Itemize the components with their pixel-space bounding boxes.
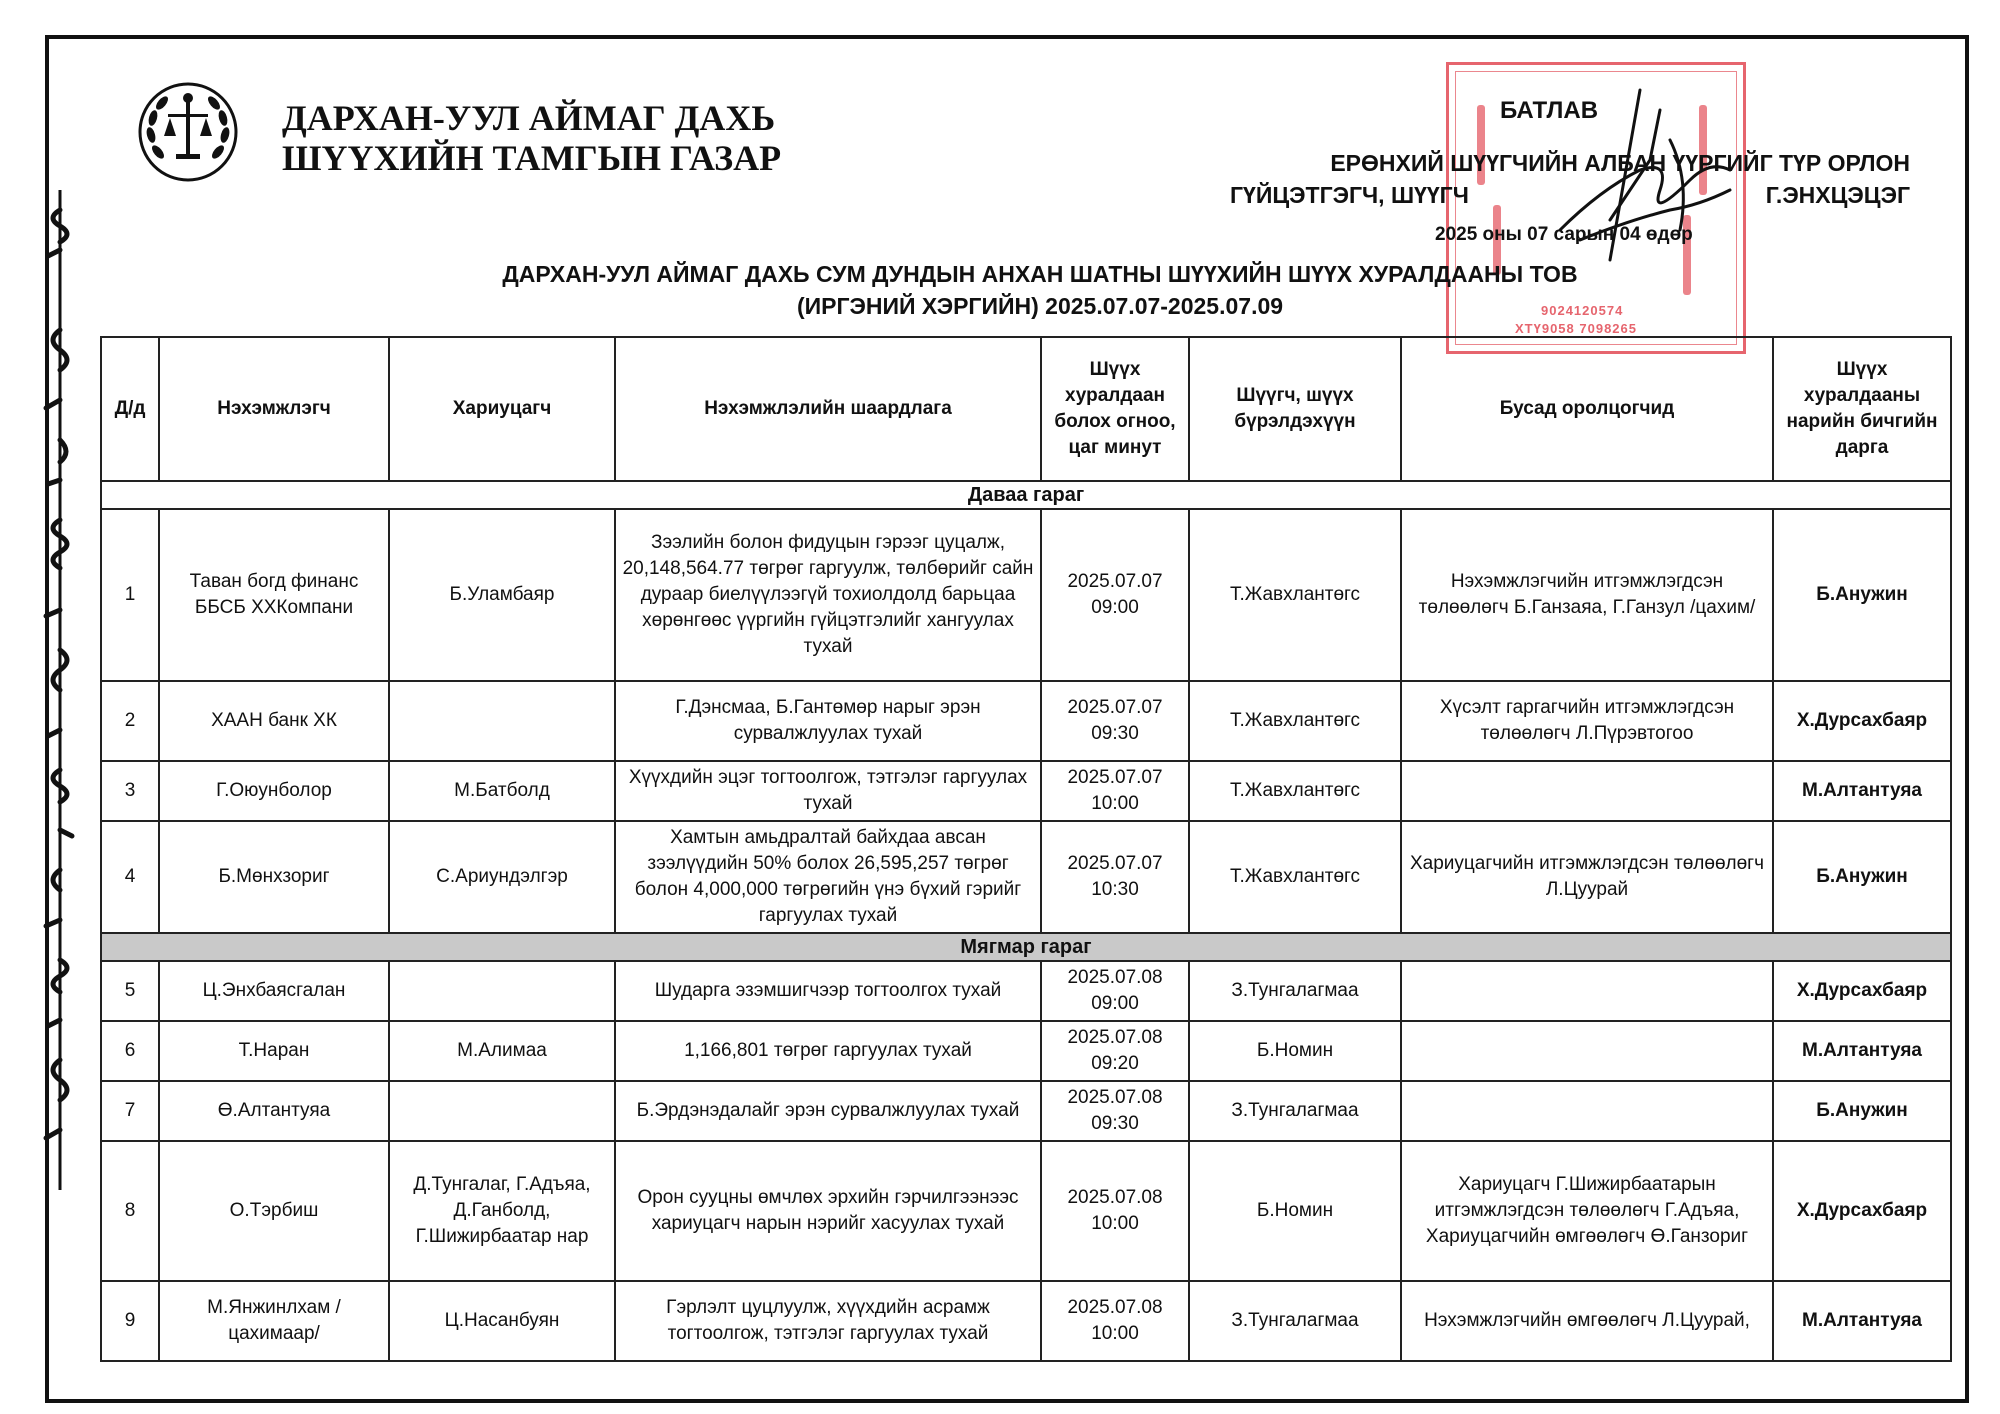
organization-name bbox=[282, 98, 781, 178]
row-number: 9 bbox=[101, 1281, 159, 1361]
row-other-participants bbox=[1401, 1081, 1773, 1141]
row-date: 2025.07.07 bbox=[1067, 697, 1163, 718]
row-time: 09:00 bbox=[1091, 597, 1139, 618]
approval-position-line1: ЕРӨНХИЙ ШҮҮГЧИЙН АЛБАН ҮҮРГИЙГ ТҮР ОРЛОН bbox=[1330, 150, 1910, 176]
table-row bbox=[101, 761, 1951, 821]
row-time: 10:30 bbox=[1091, 879, 1139, 900]
row-plaintiff: Таван богд финанс ББСБ ХХКомпани bbox=[159, 509, 389, 681]
row-defendant: Б.Уламбаяр bbox=[389, 509, 615, 681]
row-claim: Шударга эзэмшигчээр тогтоолгох тухай bbox=[615, 961, 1041, 1021]
row-defendant bbox=[389, 1081, 615, 1141]
row-number: 1 bbox=[101, 509, 159, 681]
row-plaintiff: О.Тэрбиш bbox=[159, 1141, 389, 1281]
row-number: 2 bbox=[101, 681, 159, 761]
row-time: 09:30 bbox=[1091, 723, 1139, 744]
row-other-participants: Хүсэлт гаргагчийн итгэмжлэгдсэн төлөөлөгч Л.Пүрэвтогоо bbox=[1401, 681, 1773, 761]
day-label-monday: Даваа гараг bbox=[101, 481, 1951, 509]
row-claim: Б.Эрдэнэдалайг эрэн сурвалжлуулах тухай bbox=[615, 1081, 1041, 1141]
row-date: 2025.07.07 bbox=[1067, 853, 1163, 874]
row-plaintiff: Г.Оюунболор bbox=[159, 761, 389, 821]
row-number: 4 bbox=[101, 821, 159, 933]
row-claim: Г.Дэнсмаа, Б.Гантөмөр нарыг эрэн сурвалжлуулах тухай bbox=[615, 681, 1041, 761]
row-datetime bbox=[1041, 821, 1189, 933]
organization-name-line1: ДАРХАН-УУЛ АЙМАГ ДАХЬ bbox=[282, 98, 776, 138]
vertical-mongolian-script bbox=[30, 190, 90, 1190]
row-date: 2025.07.08 bbox=[1067, 967, 1163, 988]
row-court-secretary: Б.Анужин bbox=[1773, 509, 1951, 681]
row-date: 2025.07.08 bbox=[1067, 1297, 1163, 1318]
header-datetime: Шүүх хуралдаан болох огноо, цаг минут bbox=[1041, 337, 1189, 481]
row-defendant: М.Батболд bbox=[389, 761, 615, 821]
row-defendant: Ц.Насанбуян bbox=[389, 1281, 615, 1361]
table-row bbox=[101, 821, 1951, 933]
row-date: 2025.07.08 bbox=[1067, 1027, 1163, 1048]
row-plaintiff: М.Янжинлхам /цахимаар/ bbox=[159, 1281, 389, 1361]
row-court-secretary: М.Алтантуяа bbox=[1773, 761, 1951, 821]
approval-signer-name: Г.ЭНХЦЭЦЭГ bbox=[1765, 182, 1910, 208]
row-time: 09:00 bbox=[1091, 993, 1139, 1014]
row-time: 10:00 bbox=[1091, 1323, 1139, 1344]
day-label-tuesday: Мягмар гараг bbox=[101, 933, 1951, 961]
row-judge: Б.Номин bbox=[1189, 1141, 1401, 1281]
stamp-code-1: 9024120574 bbox=[1541, 303, 1624, 318]
row-other-participants: Хариуцагчийн итгэмжлэгдсэн төлөөлөгч Л.Цуурай bbox=[1401, 821, 1773, 933]
row-claim: Хүүхдийн эцэг тогтоолгож, тэтгэлэг гаргуулах тухай bbox=[615, 761, 1041, 821]
table-row bbox=[101, 1081, 1951, 1141]
row-plaintiff: Б.Мөнхзориг bbox=[159, 821, 389, 933]
row-defendant: С.Ариундэлгэр bbox=[389, 821, 615, 933]
row-defendant bbox=[389, 681, 615, 761]
approval-position-title: ГҮЙЦЭТГЭГЧ, ШҮҮГЧ bbox=[1230, 182, 1469, 208]
handwritten-signature bbox=[1520, 80, 1780, 280]
row-judge: Т.Жавхлантөгс bbox=[1189, 681, 1401, 761]
row-date: 2025.07.08 bbox=[1067, 1087, 1163, 1108]
approval-date: 2025 оны 07 сарын 04 өдөр bbox=[1435, 224, 1693, 245]
row-date: 2025.07.07 bbox=[1067, 571, 1163, 592]
row-court-secretary: Б.Анужин bbox=[1773, 1081, 1951, 1141]
header-plaintiff: Нэхэмжлэгч bbox=[159, 337, 389, 481]
row-datetime bbox=[1041, 1281, 1189, 1361]
row-judge: З.Тунгалагмаа bbox=[1189, 961, 1401, 1021]
table-row bbox=[101, 1141, 1951, 1281]
row-court-secretary: Х.Дурсахбаяр bbox=[1773, 1141, 1951, 1281]
row-number: 6 bbox=[101, 1021, 159, 1081]
row-defendant: М.Алимаа bbox=[389, 1021, 615, 1081]
row-claim: 1,166,801 төгрөг гаргуулах тухай bbox=[615, 1021, 1041, 1081]
row-judge: Т.Жавхлантөгс bbox=[1189, 821, 1401, 933]
row-time: 10:00 bbox=[1091, 1213, 1139, 1234]
row-other-participants: Нэхэмжлэгчийн өмгөөлөгч Л.Цуурай, bbox=[1401, 1281, 1773, 1361]
row-judge: Т.Жавхлантөгс bbox=[1189, 509, 1401, 681]
row-datetime bbox=[1041, 1021, 1189, 1081]
row-datetime bbox=[1041, 1141, 1189, 1281]
row-defendant bbox=[389, 961, 615, 1021]
day-header-row bbox=[101, 481, 1951, 509]
row-time: 09:30 bbox=[1091, 1113, 1139, 1134]
table-row bbox=[101, 509, 1951, 681]
approval-label: БАТЛАВ bbox=[1500, 97, 1599, 124]
row-court-secretary: Х.Дурсахбаяр bbox=[1773, 681, 1951, 761]
row-datetime bbox=[1041, 509, 1189, 681]
day-header-row bbox=[101, 933, 1951, 961]
court-emblem-logo bbox=[136, 80, 240, 184]
row-claim: Гэрлэлт цуцлуулж, хүүхдийн асрамж тогтоолгож, тэтгэлэг гаргуулах тухай bbox=[615, 1281, 1041, 1361]
row-other-participants bbox=[1401, 1021, 1773, 1081]
row-number: 7 bbox=[101, 1081, 159, 1141]
row-court-secretary: Х.Дурсахбаяр bbox=[1773, 961, 1951, 1021]
document-title bbox=[420, 258, 1660, 322]
header-judge: Шүүгч, шүүх бүрэлдэхүүн bbox=[1189, 337, 1401, 481]
row-date: 2025.07.07 bbox=[1067, 767, 1163, 788]
row-judge: Т.Жавхлантөгс bbox=[1189, 761, 1401, 821]
row-claim: Зээлийн болон фидуцын гэрээг цуцалж, 20,148,564.77 төгрөг гаргуулж, төлбөрийг сайн дураар биелүүлээгүй тохиолдолд барьцаа хөрөнгөөс үүргийн гүйцэтгэлийг хангуулах тухай bbox=[615, 509, 1041, 681]
row-court-secretary: Б.Анужин bbox=[1773, 821, 1951, 933]
row-plaintiff: ХААН банк ХК bbox=[159, 681, 389, 761]
row-date: 2025.07.08 bbox=[1067, 1187, 1163, 1208]
row-plaintiff: Ө.Алтантуяа bbox=[159, 1081, 389, 1141]
row-court-secretary: М.Алтантуяа bbox=[1773, 1021, 1951, 1081]
row-claim: Хамтын амьдралтай байхдаа авсан зээлүүдийн 50% болох 26,595,257 төгрөг болон 4,000,000 төгрөгийн үнэ бүхий гэрийг гаргуулах тухай bbox=[615, 821, 1041, 933]
row-defendant: Д.Тунгалаг, Г.Адъяа, Д.Ганболд, Г.Шижирбаатар нар bbox=[389, 1141, 615, 1281]
row-number: 5 bbox=[101, 961, 159, 1021]
row-datetime bbox=[1041, 761, 1189, 821]
row-judge: З.Тунгалагмаа bbox=[1189, 1281, 1401, 1361]
row-number: 3 bbox=[101, 761, 159, 821]
hearing-schedule-table bbox=[100, 336, 1952, 1362]
row-other-participants: Нэхэмжлэгчийн итгэмжлэгдсэн төлөөлөгч Б.Ганзаяа, Г.Ганзул /цахим/ bbox=[1401, 509, 1773, 681]
header-defendant: Хариуцагч bbox=[389, 337, 615, 481]
header-court-secretary: Шүүх хуралдааны нарийн бичгийн дарга bbox=[1773, 337, 1951, 481]
row-datetime bbox=[1041, 681, 1189, 761]
stamp-code-2: ХТҮ9058 7098265 bbox=[1515, 321, 1637, 336]
table-row bbox=[101, 1281, 1951, 1361]
row-datetime bbox=[1041, 961, 1189, 1021]
header-number: Д/д bbox=[101, 337, 159, 481]
row-plaintiff: Т.Наран bbox=[159, 1021, 389, 1081]
document-title-line2: (ИРГЭНИЙ ХЭРГИЙН) 2025.07.07-2025.07.09 bbox=[796, 293, 1284, 319]
table-header-row bbox=[101, 337, 1951, 481]
table-row bbox=[101, 961, 1951, 1021]
row-number: 8 bbox=[101, 1141, 159, 1281]
document-title-line1: ДАРХАН-УУЛ АЙМАГ ДАХЬ СУМ ДУНДЫН АНХАН ШАТНЫ ШҮҮХИЙН ШҮҮХ ХУРАЛДААНЫ ТОВ bbox=[502, 261, 1578, 287]
header-claim: Нэхэмжлэлийн шаардлага bbox=[615, 337, 1041, 481]
row-plaintiff: Ц.Энхбаясгалан bbox=[159, 961, 389, 1021]
row-time: 09:20 bbox=[1091, 1053, 1139, 1074]
row-time: 10:00 bbox=[1091, 793, 1139, 814]
row-judge: З.Тунгалагмаа bbox=[1189, 1081, 1401, 1141]
row-datetime bbox=[1041, 1081, 1189, 1141]
row-other-participants bbox=[1401, 761, 1773, 821]
row-other-participants bbox=[1401, 961, 1773, 1021]
row-judge: Б.Номин bbox=[1189, 1021, 1401, 1081]
row-claim: Орон сууцны өмчлөх эрхийн гэрчилгээнээс хариуцагч нарын нэрийг хасуулах тухай bbox=[615, 1141, 1041, 1281]
row-court-secretary: М.Алтантуяа bbox=[1773, 1281, 1951, 1361]
organization-name-line2: ШҮҮХИЙН ТАМГЫН ГАЗАР bbox=[282, 138, 782, 178]
row-other-participants: Хариуцагч Г.Шижирбаатарын итгэмжлэгдсэн төлөөлөгч Г.Адъяа, Хариуцагчийн өмгөөлөгч Ө.Ганзориг bbox=[1401, 1141, 1773, 1281]
table-row bbox=[101, 681, 1951, 761]
table-row bbox=[101, 1021, 1951, 1081]
header-other-participants: Бусад оролцогчид bbox=[1401, 337, 1773, 481]
